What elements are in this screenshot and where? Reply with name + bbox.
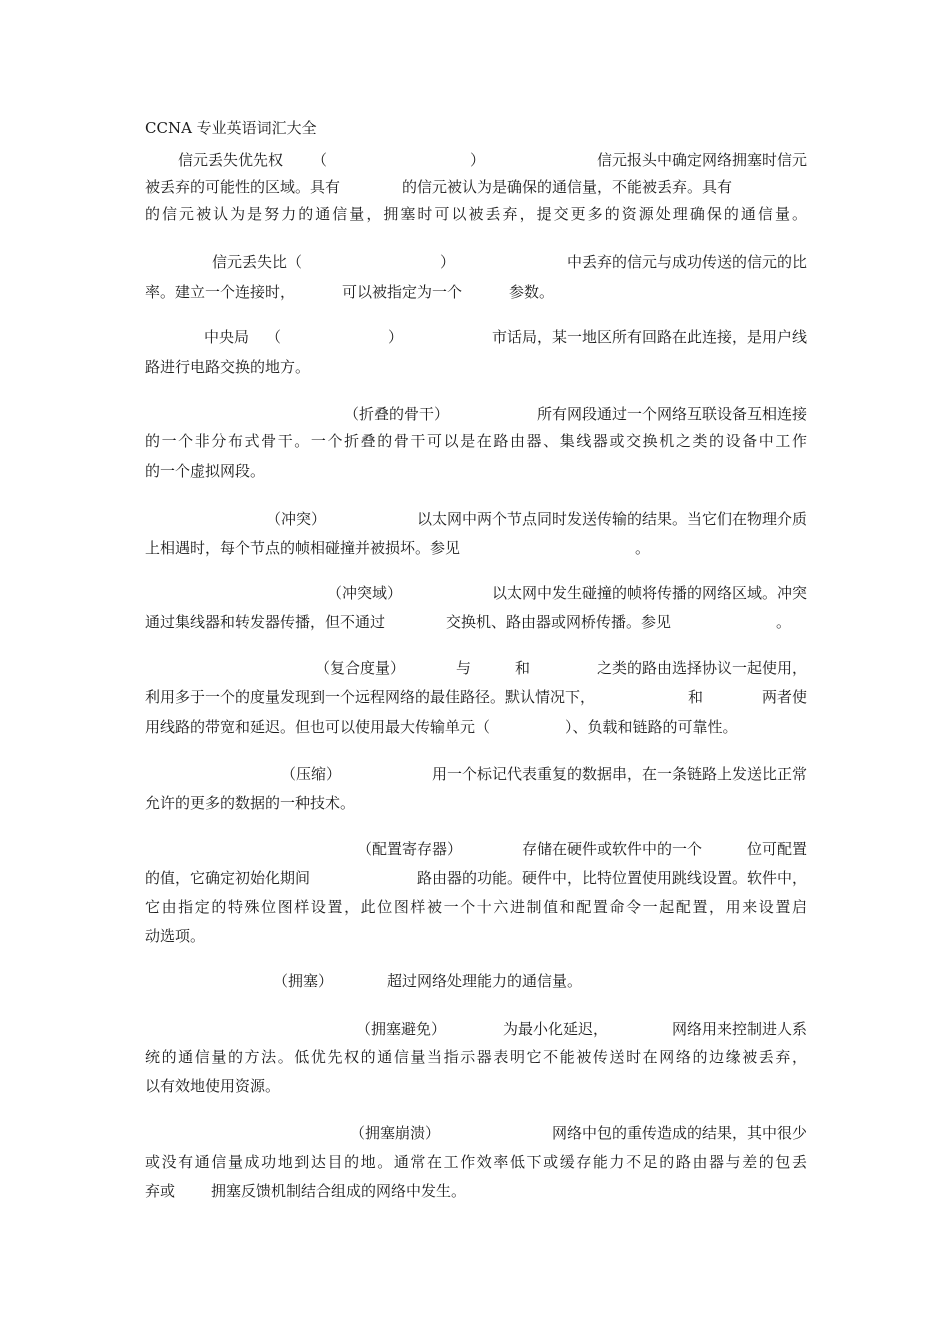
term-chinese: （拥塞崩溃） bbox=[350, 1124, 441, 1142]
definition-text: 之类的路由选择协议一起使用， bbox=[596, 659, 807, 677]
definition-text: 用一个标记代表重复的数据串，在一条链路上发送比正常 bbox=[431, 765, 807, 783]
punctuation: 。 bbox=[635, 539, 651, 557]
definition-text: 和 bbox=[515, 659, 531, 677]
term-chinese: 中央局 bbox=[204, 328, 250, 346]
definition-text: 的信元被认为是确保的通信量，不能被丢弃。具有 bbox=[402, 178, 733, 196]
paren-open: （ bbox=[266, 328, 282, 346]
paren-close: ） bbox=[440, 253, 456, 271]
term-chinese: （压缩） bbox=[281, 765, 342, 783]
definition-text: 用线路的带宽和延迟。但也可以使用最大传输单元（ bbox=[145, 718, 491, 736]
term-chinese: 信元丢失比（ bbox=[212, 253, 303, 271]
term-chinese: （冲突域） bbox=[327, 584, 403, 602]
definition-text: 或没有通信量成功地到达目的地。通常在工作效率低下或缓存能力不足的路由器与差的包丢 bbox=[145, 1153, 807, 1171]
definition-text: 和 bbox=[688, 688, 704, 706]
definition-text: 被丢弃的可能性的区域。具有 bbox=[145, 178, 341, 196]
term-chinese: （冲突） bbox=[266, 510, 327, 528]
definition-text: 拥塞反馈机制结合组成的网络中发生。 bbox=[211, 1182, 467, 1200]
document-title: CCNA 专业英语词汇大全 bbox=[145, 119, 317, 137]
definition-text: 存储在硬件或软件中的一个 bbox=[522, 840, 703, 858]
term-chinese: （拥塞） bbox=[273, 972, 334, 990]
definition-text: 以有效地使用资源。 bbox=[145, 1077, 281, 1095]
paren-close: ） bbox=[470, 151, 486, 169]
definition-text: 路由器的功能。硬件中，比特位置使用跳线设置。软件中， bbox=[416, 869, 807, 887]
definition-text: 以太网中发生碰撞的帧将传播的网络区域。冲突 bbox=[491, 584, 807, 602]
definition-text: 通过集线器和转发器传播，但不通过 bbox=[145, 613, 386, 631]
definition-text: 网络用来控制进人系 bbox=[671, 1020, 807, 1038]
term-chinese: 信元丢失优先权 bbox=[178, 151, 284, 169]
definition-text: 的值，它确定初始化期间 bbox=[145, 869, 311, 887]
definition-text: 位可配置 bbox=[746, 840, 807, 858]
definition-text: 动选项。 bbox=[145, 927, 206, 945]
definition-text: 为最小化延迟， bbox=[503, 1020, 609, 1038]
definition-text: 允许的更多的数据的一种技术。 bbox=[145, 794, 356, 812]
definition-text: 以太网中两个节点同时发送传输的结果。当它们在物理介质 bbox=[416, 510, 807, 528]
definition-text: 两者使 bbox=[761, 688, 807, 706]
definition-text: 的信元被认为是努力的通信量，拥塞时可以被丢弃，提交更多的资源处理确保的通信量。 bbox=[145, 205, 807, 223]
definition-text: 路进行电路交换的地方。 bbox=[145, 358, 311, 376]
term-chinese: （配置寄存器） bbox=[357, 840, 463, 858]
definition-text: 利用多于一个的度量发现到一个远程网络的最佳路径。默认情况下， bbox=[145, 688, 596, 706]
definition-text: 的一个虚拟网段。 bbox=[145, 462, 266, 480]
definition-text: 与 bbox=[456, 659, 472, 677]
definition-text: 上相遇时，每个节点的帧相碰撞并被损坏。参见 bbox=[145, 539, 461, 557]
paren-open: （ bbox=[312, 151, 328, 169]
definition-text: 超过网络处理能力的通信量。 bbox=[387, 972, 583, 990]
definition-text: ）、负载和链路的可靠性。 bbox=[565, 718, 738, 736]
definition-text: 网络中包的重传造成的结果，其中很少 bbox=[551, 1124, 807, 1142]
definition-text: 弃或 bbox=[145, 1182, 176, 1200]
definition-text: 信元报头中确定网络拥塞时信元 bbox=[596, 151, 807, 169]
definition-text: 参数。 bbox=[509, 283, 555, 301]
definition-text: 交换机、路由器或网桥传播。参见 bbox=[446, 613, 672, 631]
definition-text: 的一个非分布式骨干。一个折叠的骨干可以是在路由器、集线器或交换机之类的设备中工作 bbox=[145, 432, 807, 450]
punctuation: 。 bbox=[776, 613, 792, 631]
term-chinese: （拥塞避免） bbox=[356, 1020, 447, 1038]
definition-text: 可以被指定为一个 bbox=[342, 283, 463, 301]
definition-text: 它由指定的特殊位图样设置，此位图样被一个十六进制值和配置命令一起配置，用来设置启 bbox=[145, 898, 807, 916]
definition-text: 市话局，某一地区所有回路在此连接，是用户线 bbox=[491, 328, 807, 346]
term-chinese: （折叠的骨干） bbox=[344, 405, 450, 423]
term-chinese: （复合度量） bbox=[315, 659, 406, 677]
definition-text: 率。建立一个连接时， bbox=[145, 283, 296, 301]
definition-text: 统的通信量的方法。低优先权的通信量当指示器表明它不能被传送时在网络的边缘被丢弃， bbox=[145, 1048, 807, 1066]
paren-close: ） bbox=[388, 328, 404, 346]
definition-text: 所有网段通过一个网络互联设备互相连接 bbox=[536, 405, 807, 423]
definition-text: 中丢弃的信元与成功传送的信元的比 bbox=[566, 253, 807, 271]
